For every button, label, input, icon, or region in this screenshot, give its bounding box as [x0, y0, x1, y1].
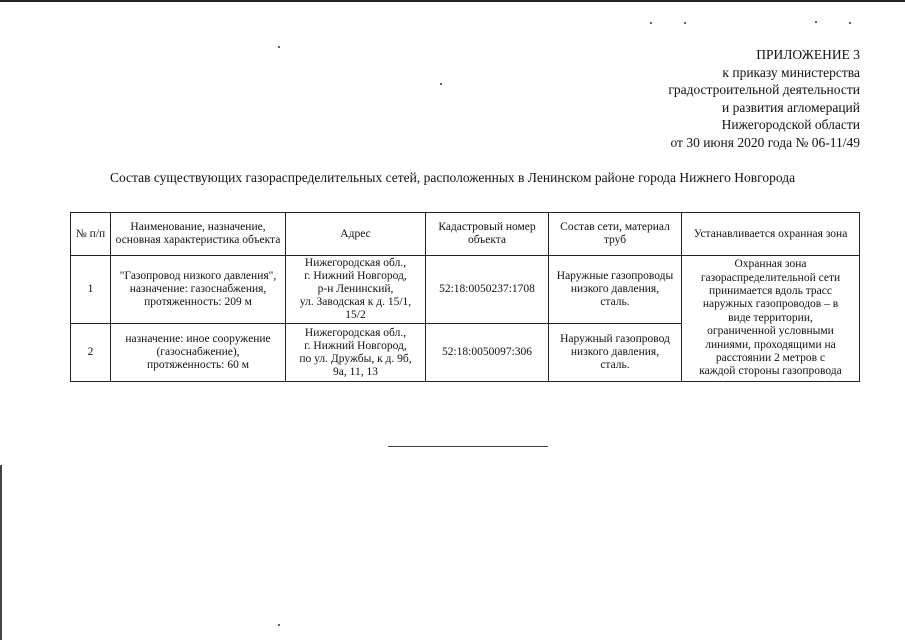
appendix-line: Нижегородской области	[721, 117, 860, 132]
scan-speck	[278, 46, 280, 48]
header-zone: Устанавливается охранная зона	[682, 213, 860, 256]
scan-speck	[278, 624, 280, 626]
header-composition: Состав сети, материал труб	[549, 213, 682, 256]
row-address-line: г. Нижний Новгород,	[304, 270, 407, 282]
row-num: 1	[71, 256, 111, 324]
row-name-line: "Газопровод низкого давления",	[119, 270, 277, 282]
row-address-line: г. Нижний Новгород,	[304, 339, 407, 352]
gas-network-table	[70, 212, 860, 382]
row-composition-line: сталь.	[600, 296, 630, 308]
zone-line: наружных газопроводов – в	[702, 298, 839, 311]
table-header-row	[71, 213, 860, 256]
signature-line	[388, 446, 548, 447]
row-num: 2	[71, 324, 111, 382]
row-composition	[549, 256, 682, 324]
zone-line: каждой стороны газопровода	[699, 365, 842, 378]
row-address	[286, 256, 426, 324]
row-name	[111, 324, 286, 382]
row-name-line: протяженность: 209 м	[144, 296, 252, 308]
row-address-line: Нижегородская обл.,	[304, 326, 407, 339]
appendix-line: к приказу министерства	[722, 64, 860, 80]
zone-cell	[682, 256, 860, 382]
zone-line: газораспределительной сети	[700, 271, 841, 284]
row-composition-line: низкого давления,	[570, 283, 660, 295]
table-row	[71, 256, 860, 324]
scan-speck	[849, 22, 851, 24]
scan-speck	[440, 83, 442, 85]
zone-line: расстоянии 2 метров с	[715, 352, 826, 365]
document-title: Состав существующих газораспределительных сетей, расположенных в Ленинском районе города Нижнего Новгорода	[109, 170, 796, 185]
row-name-line: назначение: газоснабжения,	[129, 283, 267, 295]
row-address-line: р-н Ленинский,	[317, 283, 394, 295]
zone-line: принимается вдоль трасс	[709, 284, 832, 297]
row-composition-line: Наружные газопроводы	[556, 270, 674, 282]
row-name	[111, 256, 286, 324]
scan-speck	[684, 22, 686, 24]
row-address-line: 9а, 11, 13	[333, 365, 378, 378]
top-border-line	[0, 0, 905, 2]
header-cadastral: Кадастровый номер объекта	[426, 213, 549, 256]
row-address	[286, 324, 426, 382]
header-address: Адрес	[286, 213, 426, 256]
header-name: Наименование, назначение, основная характеристика объекта	[111, 213, 286, 256]
row-cadastral: 52:18:0050237:1708	[426, 256, 549, 324]
row-composition	[549, 324, 682, 382]
zone-line: ограниченной условными	[707, 325, 834, 338]
appendix-line: и развития агломераций	[721, 99, 860, 115]
row-address-line: Нижегородская обл.,	[304, 257, 407, 269]
appendix-header	[668, 46, 860, 151]
zone-line: виде территории,	[728, 311, 813, 324]
scan-speck	[650, 22, 652, 24]
row-address-line: по ул. Дружбы, к д. 9б,	[299, 352, 412, 365]
scan-speck	[815, 21, 817, 23]
row-cadastral: 52:18:0050097:306	[426, 324, 549, 382]
row-name-line: протяженность: 60 м	[146, 359, 249, 371]
header-num: № п/п	[71, 213, 111, 256]
row-name-line: назначение: иное сооружение	[125, 333, 271, 345]
zone-line: Охранная зона	[734, 258, 807, 271]
appendix-line: градостроительной деятельности	[668, 82, 860, 97]
row-composition-line: сталь.	[600, 359, 630, 371]
row-address-line: ул. Заводская к д. 15/1,	[299, 296, 412, 308]
row-address-line: 15/2	[345, 309, 366, 321]
scan-left-edge	[0, 465, 2, 640]
row-composition-line: Наружный газопровод	[560, 333, 670, 345]
appendix-number: ПРИЛОЖЕНИЕ 3	[756, 47, 860, 62]
row-composition-line: низкого давления,	[570, 346, 660, 358]
row-name-line: (газоснабжение),	[156, 346, 240, 358]
appendix-order-date: от 30 июня 2020 года № 06-11/49	[670, 134, 860, 150]
zone-line: линиями, проходящими на	[705, 338, 836, 351]
